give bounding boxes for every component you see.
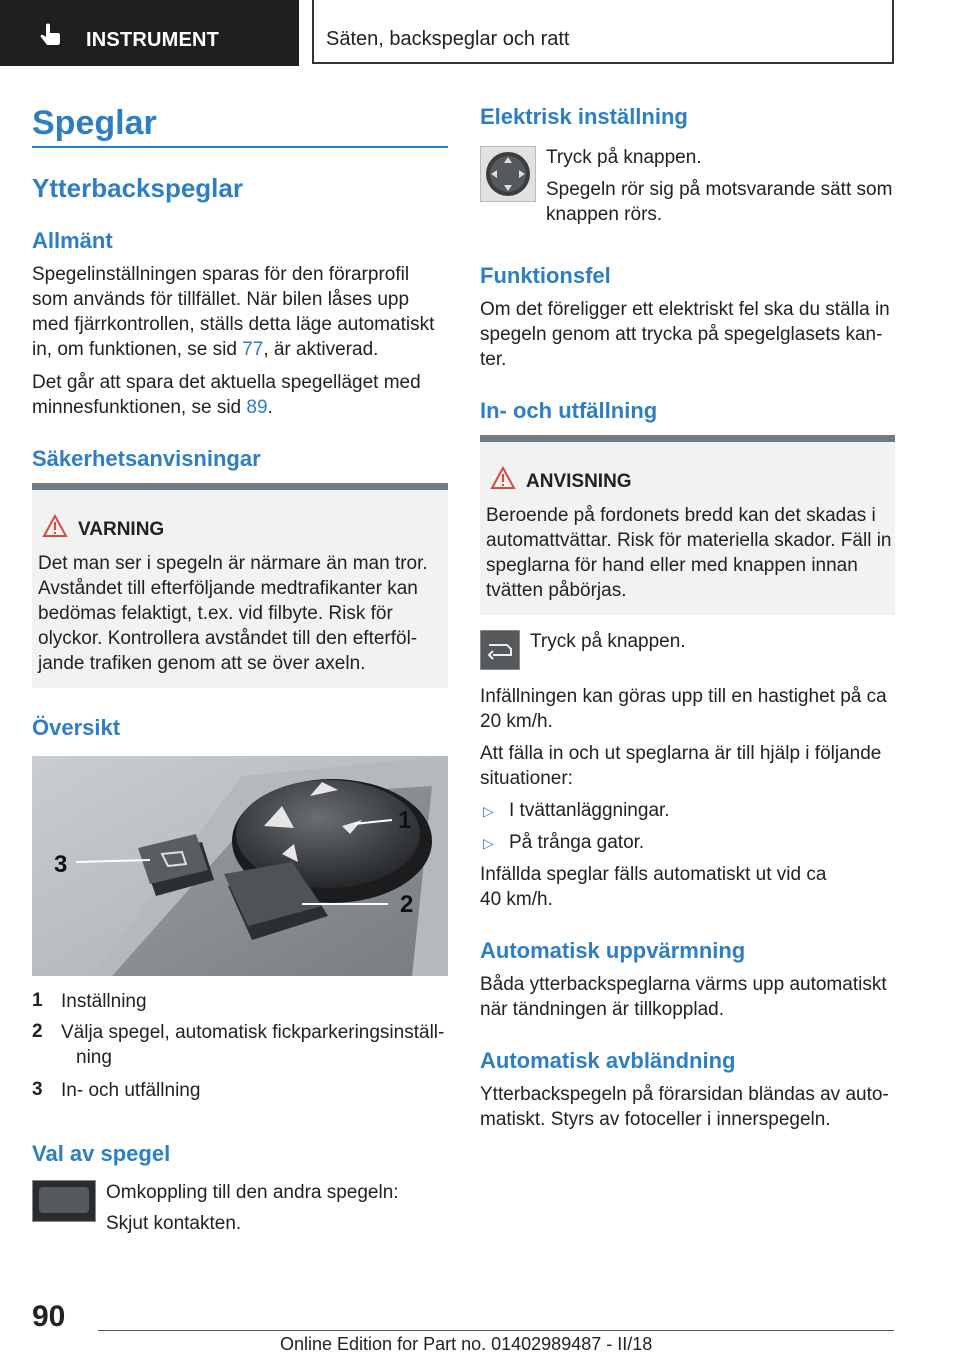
section-heading-ytterbackspeglar: Ytterbackspeglar bbox=[32, 173, 243, 203]
section-title: INSTRUMENT bbox=[86, 29, 220, 51]
bullet-item-2: På trånga gator. bbox=[509, 832, 645, 853]
heading-in-och-utfallning: In- och utfällning bbox=[480, 398, 658, 423]
fold-press-text: Tryck på knappen. bbox=[530, 631, 686, 652]
bullet-triangle-icon: ▷ bbox=[483, 803, 494, 819]
fold-auto-line-2: 40 km/h. bbox=[480, 889, 553, 910]
heading-sakerhetsanvisningar: Säkerhetsanvisningar bbox=[32, 446, 261, 471]
footer-divider bbox=[98, 1330, 894, 1331]
legend-number-2: 2 bbox=[32, 1021, 43, 1042]
callout-1: 1 bbox=[398, 807, 412, 834]
page-link-77[interactable]: 77 bbox=[242, 339, 264, 360]
warning-box bbox=[32, 483, 448, 688]
memory-line-1: Det går att spara det aktuella spegelläget med bbox=[32, 372, 421, 393]
general-line-4-post: , är aktiverad. bbox=[263, 339, 379, 360]
legend-text-3: In- och utfällning bbox=[61, 1080, 201, 1101]
heading-funktionsfel: Funktionsfel bbox=[480, 263, 611, 288]
select-line-1: Omkoppling till den andra spegeln: bbox=[106, 1182, 399, 1203]
section-tab[interactable] bbox=[0, 0, 299, 66]
notice-line-1: Beroende på fordonets bredd kan det skadas i bbox=[486, 505, 876, 526]
callout-3: 3 bbox=[54, 851, 68, 878]
fold-help-line-2: situationer: bbox=[480, 768, 573, 789]
fold-speed-line-2: 20 km/h. bbox=[480, 711, 553, 732]
fault-line-3: ter. bbox=[480, 349, 507, 370]
dimming-line-2: matiskt. Styrs av fotoceller i innerspegeln. bbox=[480, 1109, 831, 1130]
general-line-4-pre: in, om funktionen, se sid bbox=[32, 339, 243, 360]
warning-line-5: jande trafiken genom att se över axeln. bbox=[38, 653, 366, 674]
electric-line-1: Tryck på knappen. bbox=[546, 147, 702, 168]
electric-line-3: knappen rörs. bbox=[546, 204, 663, 225]
chapter-title: Säten, backspeglar och ratt bbox=[326, 28, 570, 50]
page-link-89[interactable]: 89 bbox=[246, 397, 268, 418]
memory-line-2 bbox=[32, 395, 273, 420]
hand-pointer-icon bbox=[36, 22, 66, 52]
warning-line-1: Det man ser i spegeln är närmare än man tror. bbox=[38, 553, 428, 574]
warning-triangle-icon bbox=[42, 514, 68, 538]
select-line-2: Skjut kontakten. bbox=[106, 1213, 242, 1234]
general-line-3: med fjärrkontrollen, ställs detta läge automatiskt bbox=[32, 314, 435, 335]
legend-text-2: Välja spegel, automatisk fickparkeringsinställ- bbox=[61, 1022, 445, 1043]
fold-button-icon bbox=[480, 630, 520, 670]
heading-allmant: Allmänt bbox=[32, 228, 113, 253]
mirror-adjust-button-icon bbox=[480, 146, 536, 202]
legend-text-1: Inställning bbox=[61, 991, 147, 1012]
heading-automatisk-avblandning: Automatisk avbländning bbox=[480, 1048, 736, 1073]
notice-triangle-icon bbox=[490, 466, 516, 490]
legend-number-3: 3 bbox=[32, 1079, 43, 1100]
dimming-line-1: Ytterbackspegeln på förarsidan bländas av auto- bbox=[480, 1084, 889, 1105]
callout-2: 2 bbox=[400, 891, 414, 918]
memory-line-2-post: . bbox=[267, 397, 273, 418]
warning-label: VARNING bbox=[78, 519, 165, 540]
heading-oversikt: Översikt bbox=[32, 715, 121, 740]
fault-line-1: Om det föreligger ett elektriskt fel ska du ställa in bbox=[480, 299, 890, 320]
page-number: 90 bbox=[32, 1300, 66, 1333]
heading-automatisk-uppvarmning: Automatisk uppvärmning bbox=[480, 938, 746, 963]
legend-number-1: 1 bbox=[32, 990, 43, 1011]
legend-text-2b: ning bbox=[76, 1047, 112, 1068]
edition-footer: Online Edition for Part no. 01402989487 - II/18 bbox=[280, 1334, 653, 1354]
notice-line-2: automattvättar. Risk för materiella skador. Fäll in bbox=[486, 530, 892, 551]
electric-line-2: Spegeln rör sig på motsvarande sätt som bbox=[546, 179, 893, 200]
bullet-item-1: I tvättanläggningar. bbox=[509, 800, 670, 821]
heading-elektrisk-installning: Elektrisk inställning bbox=[480, 104, 688, 129]
warning-line-3: bedömas felaktigt, t.ex. vid filbyte. Risk för bbox=[38, 603, 393, 624]
fold-help-line-1: Att fälla in och ut speglarna är till hjälp i följande bbox=[480, 743, 882, 764]
notice-label: ANVISNING bbox=[526, 471, 632, 492]
fault-line-2: spegeln genom att trycka på spegelglasets kan- bbox=[480, 324, 883, 345]
fold-auto-line-1: Infällda speglar fälls automatiskt ut vid ca bbox=[480, 864, 827, 885]
general-line-4 bbox=[32, 337, 378, 362]
mirror-control-illustration bbox=[32, 756, 448, 976]
memory-line-2-pre: minnesfunktionen, se sid bbox=[32, 397, 247, 418]
general-line-1: Spegelinställningen sparas för den förarprofil bbox=[32, 264, 410, 285]
general-line-2: som används för tillfället. När bilen låses upp bbox=[32, 289, 410, 310]
bullet-triangle-icon: ▷ bbox=[483, 835, 494, 851]
warning-line-4: olyckor. Kontrollera avståndet till den efterföl- bbox=[38, 628, 418, 649]
mirror-selector-switch-icon bbox=[32, 1180, 96, 1222]
heating-line-1: Båda ytterbackspeglarna värms upp automatiskt bbox=[480, 974, 887, 995]
notice-line-4: tvätten påbörjas. bbox=[486, 580, 627, 601]
fold-speed-line-1: Infällningen kan göras upp till en hastighet på ca bbox=[480, 686, 887, 707]
warning-line-2: Avståndet till efterföljande medtrafikanter kan bbox=[38, 578, 418, 599]
title-divider bbox=[32, 146, 448, 148]
chapter-tab[interactable] bbox=[312, 0, 894, 64]
page-title: Speglar bbox=[32, 104, 157, 142]
heating-line-2: när tändningen är tillkopplad. bbox=[480, 999, 725, 1020]
heading-val-av-spegel: Val av spegel bbox=[32, 1141, 171, 1166]
notice-line-3: speglarna för hand eller med knappen innan bbox=[486, 555, 858, 576]
notice-box bbox=[480, 435, 895, 615]
